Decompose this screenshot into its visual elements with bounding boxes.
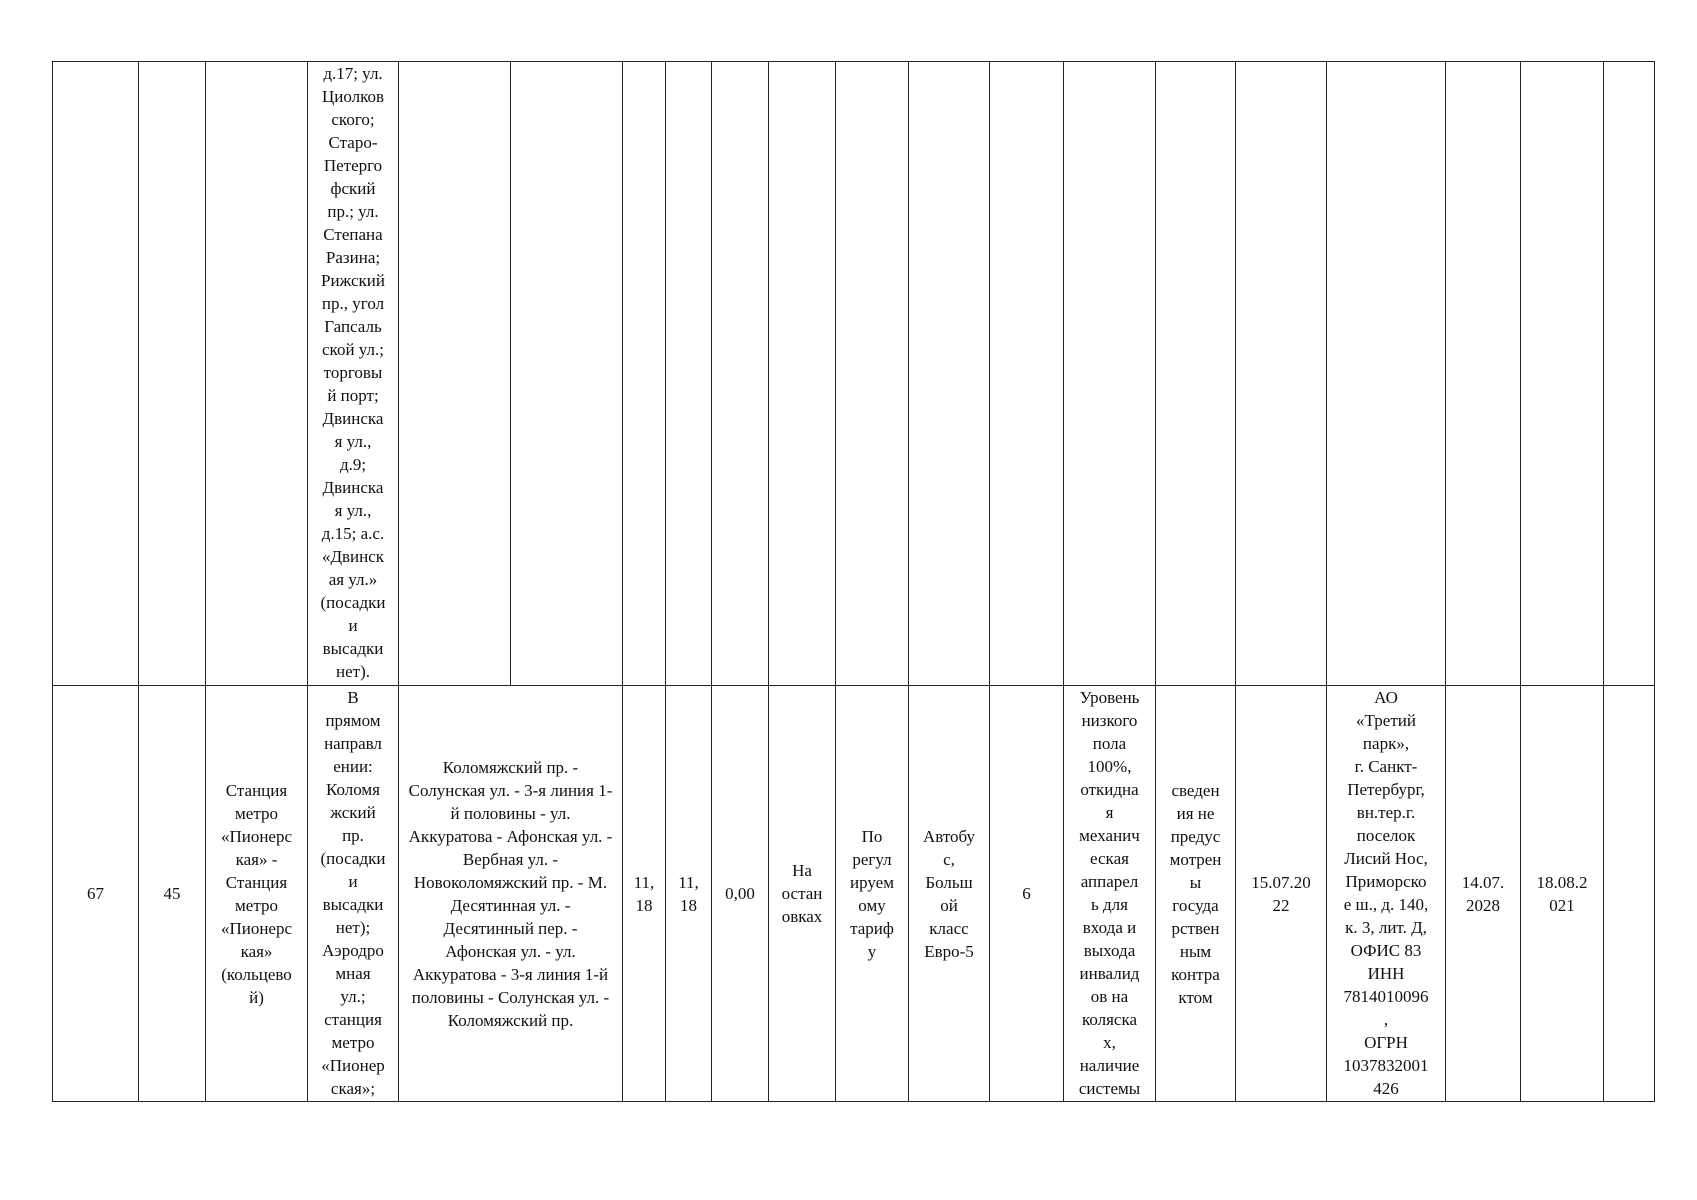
cell-record-date (1521, 686, 1604, 1102)
cell-route-number (139, 686, 206, 1102)
cell-empty (1327, 62, 1446, 686)
cell-empty (836, 62, 909, 686)
cell-contract-info (1156, 686, 1236, 1102)
table-row (53, 62, 1655, 686)
cell-route-name (206, 686, 308, 1102)
cell-stops (308, 686, 399, 1102)
end-date-text: 14.07. 2028 (1461, 872, 1505, 915)
route-registry-table (52, 61, 1655, 1102)
cell-empty (206, 62, 308, 686)
cell-empty (1604, 62, 1655, 686)
stops-continued-text: д.17; ул. Циолков ского; Старо- Петерго фский пр.; ул. Степана Разина; Рижский пр., угол Гапсаль ской ул.; торговы й порт; Двинска я ул., д.9; Двинска я ул., д.15; а.с. «Двинск ая ул.» (посадки и высадки нет). (320, 64, 386, 681)
cell-carrier (1327, 686, 1446, 1102)
length-back-text: 11, 18 (678, 872, 699, 915)
characteristics-text: Уровень низкого пола 100%, откидна я механич еская аппарел ь для входа и выхода инвалид ов на коляска х, наличие системы (1078, 688, 1141, 1098)
cell-empty (399, 62, 511, 686)
cell-end-date (1446, 686, 1521, 1102)
length-forward-text: 11, 18 (633, 872, 655, 915)
cell-empty (769, 62, 836, 686)
cell-boarding-order (769, 686, 836, 1102)
stops-text: В прямом направл ении: Коломя жский пр. (посадки и высадки нет); Аэродро мная ул.; станция метро «Пионер ская»; (320, 688, 386, 1098)
cell-characteristics (1064, 686, 1156, 1102)
start-date-text: 15.07.20 22 (1251, 872, 1311, 915)
cell-streets (399, 686, 623, 1102)
cell-length-forward (623, 686, 666, 1102)
cell-empty (1446, 62, 1521, 686)
cell-vehicle (909, 686, 990, 1102)
cell-reg-number (53, 686, 139, 1102)
reg-number-text: 67 (87, 884, 104, 903)
cell-empty (909, 62, 990, 686)
route-number-text: 45 (163, 884, 181, 903)
cell-empty (1521, 62, 1604, 686)
cell-start-date (1236, 686, 1327, 1102)
boarding-order-text: На остан овках (781, 861, 823, 926)
cell-empty (511, 62, 623, 686)
vehicle-count-text: 6 (1022, 884, 1031, 903)
cell-empty (1236, 62, 1327, 686)
cell-length-back (666, 686, 712, 1102)
route-name-text: Станция метро «Пионерс кая» - Станция метро «Пионерс кая» (кольцево й) (220, 780, 293, 1007)
length-extra-text: 0,00 (725, 884, 755, 903)
cell-empty (139, 62, 206, 686)
tariff-text: По регул ируем ому тариф у (850, 826, 894, 961)
vehicle-text: Автобу с, Больш ой класс Евро-5 (922, 826, 976, 961)
cell-empty (666, 62, 712, 686)
cell-empty (623, 62, 666, 686)
cell-vehicle-count (990, 686, 1064, 1102)
streets-text: Коломяжский пр. - Солунская ул. - 3-я линия 1-й половины - ул. Аккуратова - Афонская ул. - Вербная ул. - Новоколомяжский пр. - М. Десятинная ул. - Десятинный пер. - Афонская ул. - ул. Аккуратова - 3-я линия 1-й половины - Солунская ул. - Коломяжский пр. (408, 757, 613, 1030)
cell-empty (712, 62, 769, 686)
cell-empty (1604, 686, 1655, 1102)
contract-info-text: сведен ия не предус мотрен ы госуда рствен ным контра ктом (1169, 780, 1222, 1007)
table-row (53, 686, 1655, 1102)
cell-length-extra (712, 686, 769, 1102)
cell-stops-continued (308, 62, 399, 686)
cell-tariff (836, 686, 909, 1102)
cell-empty (1064, 62, 1156, 686)
cell-empty (53, 62, 139, 686)
cell-empty (1156, 62, 1236, 686)
carrier-text: АО «Третий парк», г. Санкт- Петербург, вн.тер.г. поселок Лисий Нос, Приморско е ш., д. 140, к. 3, лит. Д, ОФИС 83 ИНН 7814010096 , ОГРН 1037832001 426 (1343, 688, 1429, 1098)
record-date-text: 18.08.2 021 (1536, 872, 1588, 915)
cell-empty (990, 62, 1064, 686)
